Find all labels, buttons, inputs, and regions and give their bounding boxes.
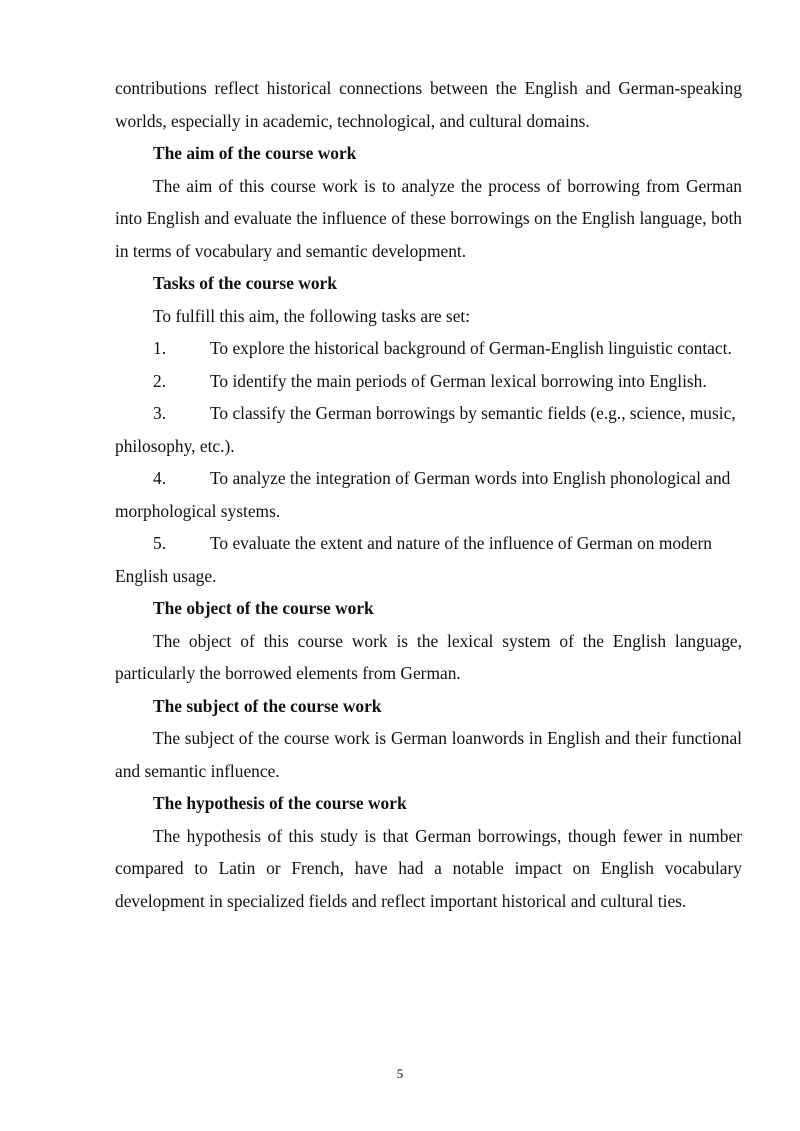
task-text: To explore the historical background of German-English linguistic contact. <box>210 338 732 358</box>
task-item-3 <box>115 397 742 462</box>
object-paragraph: The object of this course work is the lexical system of the English language, particularly the borrowed elements from German. <box>115 630 742 683</box>
tasks-heading: Tasks of the course work <box>153 273 337 293</box>
task-item-5 <box>115 527 742 592</box>
task-text: To classify the German borrowings by semantic fields (e.g., science, music, philosophy, etc.). <box>115 403 736 456</box>
intro-paragraph-continuation: contributions reflect historical connections between the English and German-speaking worlds, especially in academic, technological, and cultural domains. <box>115 78 742 131</box>
subject-heading: The subject of the course work <box>153 695 382 716</box>
task-number: 1. <box>153 338 167 358</box>
page-number: 5 <box>396 1066 404 1081</box>
document-page <box>115 72 742 917</box>
object-heading: The object of the course work <box>153 598 374 618</box>
task-number: 4. <box>153 468 167 488</box>
aim-heading: The aim of the course work <box>153 143 357 163</box>
task-item-2 <box>115 365 742 398</box>
task-number: 5. <box>153 533 167 553</box>
tasks-intro: To fulfill this aim, the following tasks are set: <box>153 305 471 326</box>
task-text: To identify the main periods of German lexical borrowing into English. <box>210 370 707 391</box>
task-text: To analyze the integration of German words into English phonological and morphological systems. <box>115 468 731 521</box>
task-item-1 <box>115 332 742 365</box>
task-text: To evaluate the extent and nature of the influence of German on modern English usage. <box>115 533 712 586</box>
task-item-4 <box>115 462 742 527</box>
hypothesis-paragraph: The hypothesis of this study is that German borrowings, though fewer in number compared to Latin or French, have had a notable impact on English vocabulary development in specialized fields and reflect important historical and cultural ties. <box>115 825 742 911</box>
task-number: 3. <box>153 403 167 423</box>
task-number: 2. <box>153 370 167 391</box>
aim-paragraph: The aim of this course work is to analyze the process of borrowing from German into English and evaluate the influence of these borrowings on the English language, both in terms of vocabulary and semantic development. <box>115 175 742 261</box>
hypothesis-heading: The hypothesis of the course work <box>153 793 407 813</box>
subject-paragraph: The subject of the course work is German loanwords in English and their functional and semantic influence. <box>115 728 742 781</box>
